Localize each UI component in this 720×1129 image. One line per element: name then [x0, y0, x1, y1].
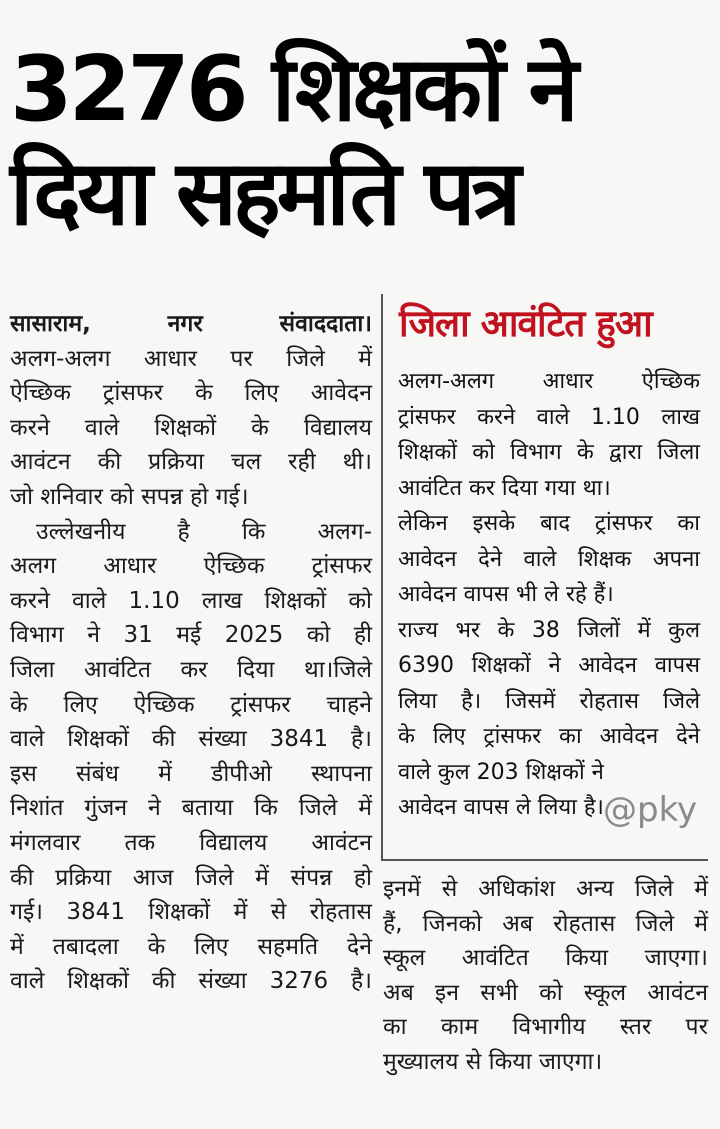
story-line: इनमें से अधिकांश अन्य जिले में [383, 876, 708, 902]
box-line: ट्रांसफर करने वाले 1.10 लाख [398, 404, 700, 430]
box-line: के लिए ट्रांसफर का आवेदन देने [398, 724, 700, 749]
story-line: अब इन सभी को स्कूल आवंटन [383, 979, 708, 1006]
sidebar-box-title: जिला आवंटित हुआ [399, 302, 652, 345]
story-line: जिला आवंटित कर दिया था।जिले [10, 656, 372, 683]
story-line: उल्लेखनीय है कि अलग- [36, 518, 372, 545]
story-line: हैं, जिनको अब रोहतास जिले में [383, 910, 708, 937]
sidebar-box [381, 294, 708, 861]
story-line: विभाग ने 31 मई 2025 को ही [10, 622, 372, 649]
story-line: जो शनिवार को सपन्न हो गई। [10, 483, 249, 510]
box-line: 6390 शिक्षकों ने आवेदन वापस [398, 653, 700, 678]
story-line: ऐच्छिक ट्रांसफर के लिए आवेदन [10, 380, 372, 407]
story-line: इस संबंध में डीपीओ स्थापना [10, 760, 372, 787]
story-line: अलग आधार ऐच्छिक ट्रांसफर [10, 553, 372, 580]
main-story [10, 307, 372, 999]
story-line: गई। 3841 शिक्षकों में से रोहतास [10, 899, 372, 926]
box-line: वाले कुल 203 शिक्षकों ने [398, 759, 604, 785]
story-line: करने वाले 1.10 लाख शिक्षकों को [10, 587, 372, 614]
story-line: स्कूल आवंटित किया जाएगा। [383, 945, 708, 972]
box-line: अलग-अलग आधार ऐच्छिक [398, 369, 700, 394]
watermark: @pky [603, 790, 698, 830]
headline-line-2: दिया सहमति पत्र [10, 141, 518, 246]
box-line: आवेदन वापस ले लिया है। [398, 795, 604, 820]
box-line: आवंटित कर दिया गया था। [398, 475, 611, 501]
story-line: आवंटन की प्रक्रिया चल रही थी। [10, 449, 372, 476]
story-line: की प्रक्रिया आज जिले में संपन्न हो [10, 864, 372, 891]
box-line: आवेदन वापस भी ले रहे हैं। [398, 582, 614, 607]
story-line: वाले शिक्षकों की संख्या 3841 है। [10, 726, 372, 753]
box-line: राज्य भर के 38 जिलों में कुल [398, 617, 700, 643]
story-line: मुख्यालय से किया जाएगा। [383, 1048, 603, 1075]
story-line: निशांत गुंजन ने बताया कि जिले में [10, 795, 372, 822]
headline-line-1: 3276 शिक्षकों ने [10, 37, 575, 142]
sidebar-box-body [398, 364, 700, 826]
story-line: मंगलवार तक विद्यालय आवंटन [10, 829, 372, 856]
right-story [383, 872, 708, 1080]
box-line: आवेदन देने वाले शिक्षक अपना [398, 546, 700, 572]
story-line: में तबादला के लिए सहमति देने [10, 933, 372, 960]
headline [10, 38, 710, 246]
box-line: शिक्षकों को विभाग के द्वारा जिला [398, 440, 700, 465]
story-line: अलग-अलग आधार पर जिले में [10, 345, 372, 372]
box-line: लिया है। जिसमें रोहतास जिले [398, 688, 700, 714]
box-line: लेकिन इसके बाद ट्रांसफर का [398, 511, 700, 536]
story-line: करने वाले शिक्षकों के विद्यालय [10, 414, 372, 441]
story-line: का काम विभागीय स्तर पर [383, 1014, 708, 1041]
dateline: सासाराम, नगर संवाददाता। [10, 311, 372, 337]
story-line: के लिए ऐच्छिक ट्रांसफर चाहने [10, 691, 372, 718]
story-line: वाले शिक्षकों की संख्या 3276 है। [10, 968, 372, 995]
